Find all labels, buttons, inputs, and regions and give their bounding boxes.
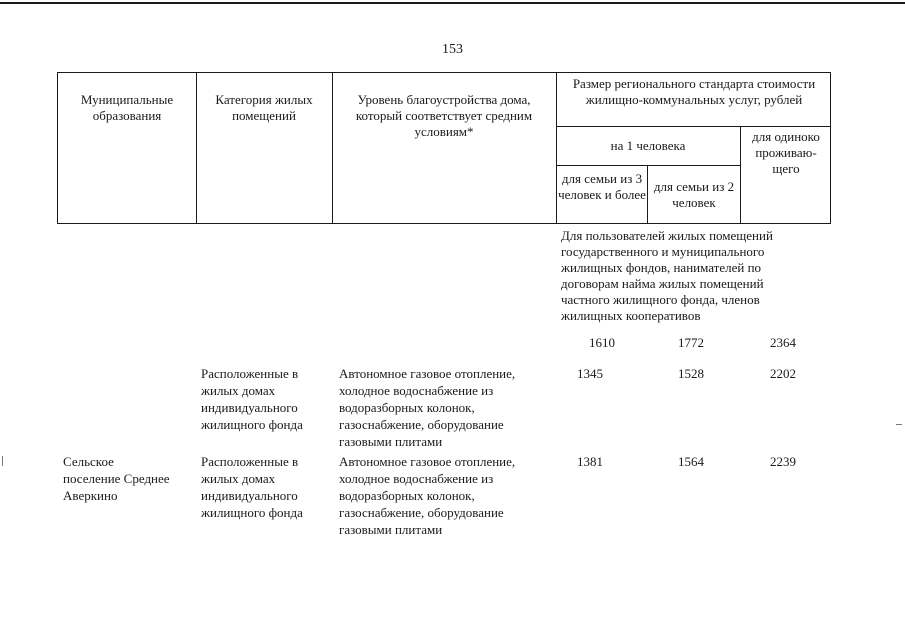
col-border-2 xyxy=(196,72,197,224)
page-number: 153 xyxy=(442,42,463,57)
level-line: водоразборных колонок, xyxy=(339,400,475,415)
header-divider-group xyxy=(556,126,831,127)
value-single: 2239 xyxy=(770,454,796,469)
header-bottom-border xyxy=(57,223,831,224)
header-municipality: Муниципальные образования xyxy=(80,92,174,123)
header-family-3: для семьи из 3 человек и более xyxy=(558,171,646,202)
category-line: Расположенные в xyxy=(201,454,299,469)
level-line: газовыми плитами xyxy=(339,434,443,449)
header-single: для одиноко проживаю-щего xyxy=(752,129,820,176)
category-line: Расположенные в xyxy=(201,366,299,381)
header-category: Категория жилых помещений xyxy=(215,92,313,123)
top-border xyxy=(0,2,905,4)
section-line: частного жилищного фонда, членов xyxy=(561,292,760,307)
section-line: государственного и муниципального xyxy=(561,244,765,259)
section-value-family-2: 1772 xyxy=(678,335,704,350)
col-border-3 xyxy=(332,72,333,224)
level-line: газоснабжение, оборудование xyxy=(339,417,504,432)
value-family-2: 1564 xyxy=(678,454,704,469)
category-line: жилищного фонда xyxy=(201,505,303,520)
header-divider-per-person xyxy=(556,165,740,166)
category-line: индивидуального xyxy=(201,400,298,415)
col-border-5 xyxy=(647,165,648,224)
scan-mark xyxy=(896,424,902,425)
scan-mark xyxy=(2,456,3,466)
category-line: жилых домах xyxy=(201,383,276,398)
section-line: Для пользователей жилых помещений xyxy=(561,228,773,243)
category-line: жилых домах xyxy=(201,471,276,486)
header-per-person: на 1 человека xyxy=(610,138,686,153)
table-top-border xyxy=(57,72,831,73)
col-border-6 xyxy=(740,126,741,224)
value-family-2: 1528 xyxy=(678,366,704,381)
level-line: водоразборных колонок, xyxy=(339,488,475,503)
level-line: холодное водоснабжение из xyxy=(339,383,494,398)
col-border-4 xyxy=(556,72,557,224)
section-value-family-3: 1610 xyxy=(589,335,615,350)
level-line: газовыми плитами xyxy=(339,522,443,537)
level-line: Автономное газовое отопление, xyxy=(339,366,516,381)
value-single: 2202 xyxy=(770,366,796,381)
section-line: жилищных кооперативов xyxy=(561,308,701,323)
municipality-line: Сельское xyxy=(63,454,114,469)
header-comfort-level: Уровень благоустройства дома, который соответствует средним условиям* xyxy=(355,92,533,139)
level-line: холодное водоснабжение из xyxy=(339,471,494,486)
category-line: жилищного фонда xyxy=(201,417,303,432)
section-value-single: 2364 xyxy=(770,335,796,350)
header-family-2: для семьи из 2 человек xyxy=(653,179,735,210)
municipality-line: поселение Среднее xyxy=(63,471,170,486)
value-family-3: 1381 xyxy=(577,454,603,469)
category-line: индивидуального xyxy=(201,488,298,503)
level-line: газоснабжение, оборудование xyxy=(339,505,504,520)
section-line: жилищных фондов, нанимателей по xyxy=(561,260,762,275)
value-family-3: 1345 xyxy=(577,366,603,381)
col-border-7 xyxy=(830,72,831,224)
level-line: Автономное газовое отопление, xyxy=(339,454,516,469)
header-standard-group: Размер регионального стандарта стоимости жилищно-коммунальных услуг, рублей xyxy=(572,76,816,107)
municipality-line: Аверкино xyxy=(63,488,118,503)
section-line: договорам найма жилых помещений xyxy=(561,276,764,291)
col-border-1 xyxy=(57,72,58,224)
